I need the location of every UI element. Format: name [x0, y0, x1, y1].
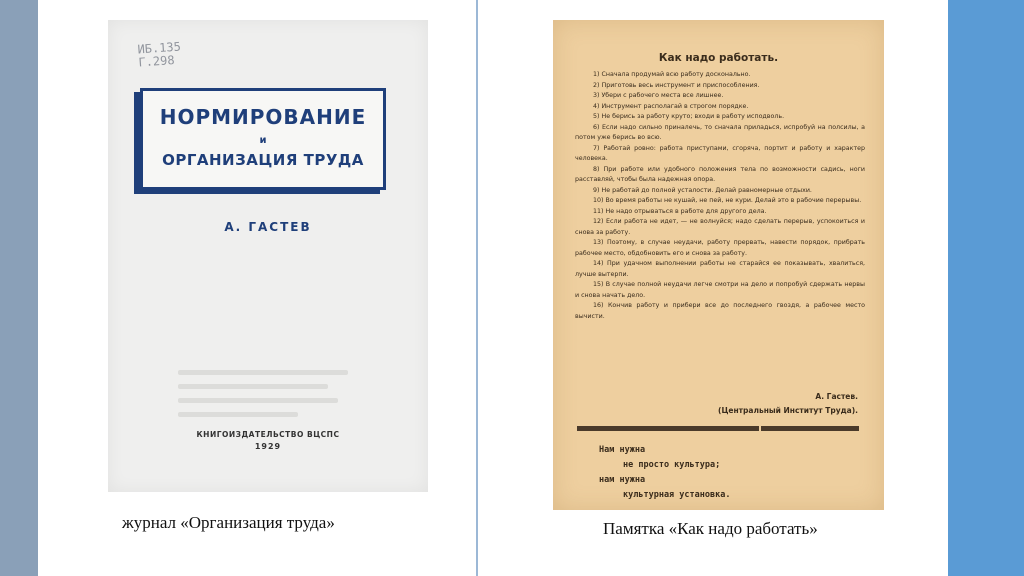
memo-title: Как надо работать. — [658, 52, 779, 64]
motto-line: нам нужна — [599, 475, 646, 485]
memo-signature-block — [718, 390, 858, 418]
memo-rule: 3) Убери с рабочего места все лишнее. — [593, 92, 724, 99]
memo-institute: (Центральный Институт Труда). — [718, 406, 858, 415]
memo-rule: 6) Если надо сильно приналечь, то сначала приладься, испробуй на полсилы, а потом уже берись во всю. — [575, 123, 865, 141]
memo-rule: 7) Работай ровно: работа приступами, сгоряча, портит и работу и характер человека. — [575, 144, 865, 162]
memo-separator-gap — [759, 426, 761, 431]
left-accent-band — [0, 0, 38, 576]
cover-title-conjunction: и — [259, 135, 267, 146]
memo-rule: 12) Если работа не идет, — не волнуйся; надо сделать перерыв, успокоиться и снова за работу. — [575, 218, 865, 236]
handwritten-catalog-mark: ИБ.135 Г.298 — [137, 39, 182, 70]
memo-motto — [599, 443, 730, 503]
caption-journal: журнал «Организация труда» — [122, 513, 335, 532]
memo-rule: 16) Кончив работу и прибери все до последнего гвоздя, а рабочее место вычисти. — [575, 302, 865, 320]
caption-memo: Памятка «Как надо работать» — [603, 519, 818, 538]
memo-image — [553, 20, 884, 510]
book-cover-image — [108, 20, 428, 492]
cover-author: А. ГАСТЕВ — [224, 220, 312, 234]
memo-rules-list — [575, 70, 865, 322]
faded-text-block — [178, 370, 348, 426]
memo-separator-bar — [577, 426, 859, 431]
cover-title-line2: ОРГАНИЗАЦИЯ ТРУДА — [162, 151, 364, 169]
memo-rule: 5) Не берись за работу круто; входи в работу исподволь. — [593, 113, 785, 120]
motto-line: Нам нужна — [599, 445, 646, 455]
memo-rule: 10) Во время работы не кушай, не пей, не кури. Делай это в рабочие перерывы. — [593, 197, 862, 204]
right-accent-band — [948, 0, 1024, 576]
memo-rule: 13) Поэтому, в случае неудачи, работу прервать, навести порядок, прибрать рабочее место, обдобновить его и снова за работу. — [575, 239, 865, 257]
memo-rule: 11) Не надо отрываться в работе для другого дела. — [593, 207, 767, 215]
motto-line: не просто культура; — [623, 460, 721, 470]
memo-rule: 14) При удачном выполнении работы не старайся ее показывать, хвалиться, лучше вытерпи. — [575, 260, 865, 278]
cover-title-line1: НОРМИРОВАНИЕ — [159, 105, 367, 129]
memo-rule: 9) Не работай до полной усталости. Делай равномерные отдыхи. — [593, 186, 812, 194]
cover-publisher: КНИГОИЗДАТЕЛЬСТВО ВЦСПС — [196, 430, 340, 439]
memo-rule: 4) Инструмент располагай в строгом порядке. — [593, 102, 749, 110]
cover-year: 1929 — [254, 442, 282, 451]
memo-rule: 1) Сначала продумай всю работу досконально. — [593, 71, 751, 78]
motto-line: культурная установка. — [623, 490, 731, 500]
memo-rule: 15) В случае полной неудачи легче смотри на дело и попробуй сдержать нервы и снова начать дело. — [575, 281, 865, 299]
memo-rule: 2) Приготовь весь инструмент и приспособления. — [593, 81, 760, 89]
cover-title-box — [140, 88, 386, 190]
memo-rule: 8) При работе или удобного положения тела по возможности садись, ноги расставляй, чтобы была надежная опора. — [575, 165, 865, 183]
center-divider — [476, 0, 478, 576]
memo-signature: А. Гастев. — [815, 392, 858, 401]
